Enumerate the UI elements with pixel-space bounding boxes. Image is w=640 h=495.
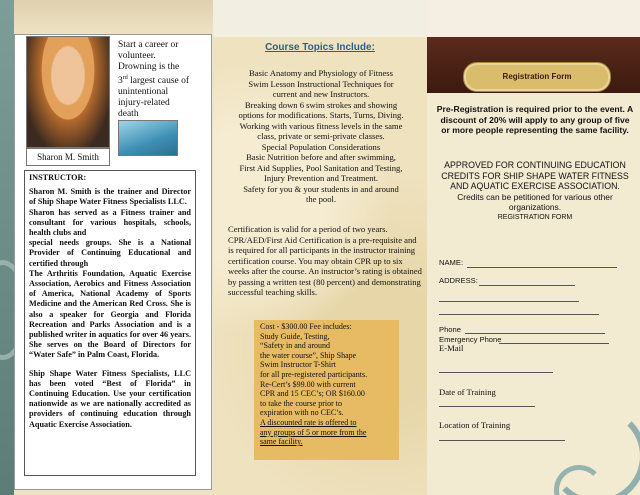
topic-line: First Aid Supplies, Pool Sanitation and Testing, [239, 162, 403, 173]
topic-line: Breaking down 6 swim strokes and showing [244, 99, 398, 110]
approved-notice: APPROVED FOR CONTINUING EDUCATION CREDITS FOR SHIP SHAPE WATER FITNESS AND AQUATIC EXERCISE ASSOCIATION. Credits can be petitioned for various other organizations. REGISTRATION FORM [435, 160, 635, 223]
phone-field[interactable] [465, 333, 605, 334]
cost-line: CPR and 15 CEC’s; OR $160.00 [260, 389, 365, 399]
right-panel [427, 0, 640, 495]
emergency-phone-label: Emergency Phone [439, 335, 502, 344]
location-field[interactable] [439, 440, 565, 441]
cost-box [254, 320, 399, 460]
name-label: NAME: [439, 258, 464, 267]
cost-line: Re-Cert’s $99.00 with current [260, 379, 356, 389]
topic-line: options for modifications. Starts, Turns, Diving. [238, 110, 404, 120]
topic-line: the pool. [305, 194, 337, 204]
address-field[interactable] [479, 285, 575, 286]
discount-line: same facility. [260, 437, 303, 447]
bio-paragraph: special needs groups. She is a National Provider of Continuing Educational and certified through [29, 238, 191, 268]
phone-label: Phone [439, 325, 461, 334]
cost-line: Swim Instructor T-Shirt [260, 360, 337, 370]
left-stripe [0, 0, 14, 495]
top-margin [213, 0, 427, 37]
cost-line: Study Guide, Testing, [260, 331, 330, 341]
location-label: Location of Training [439, 420, 511, 430]
course-topics-title: Course Topics Include: [265, 42, 375, 53]
email-field[interactable] [439, 372, 553, 373]
cost-line: to take the course prior to [260, 398, 342, 408]
address-label: ADDRESS: [439, 276, 478, 285]
email-label: E-Mail [439, 343, 464, 353]
photo-caption: Sharon M. Smith [26, 148, 110, 166]
top-margin [427, 0, 640, 37]
emergency-phone-field[interactable] [499, 343, 609, 344]
instructor-bio [24, 170, 196, 476]
topic-line: current and new Instructors. [272, 89, 370, 99]
certification-text: Certification is valid for a period of two years. CPR/AED/First Aid Certification is a pre-requisite and is required for all participants in the instructor training certification course. You may obtain CPR up to six weeks after the course. An instructor’s rating is obtained by passing a written test (80 percent) and demonstrating successful teaching skills. [228, 224, 422, 297]
instructor-photo [26, 36, 110, 148]
topic-line: Working with various fitness levels in the same [239, 120, 403, 131]
cost-line: “Safety in and around [260, 341, 330, 351]
date-field[interactable] [439, 406, 535, 407]
topic-line: class, private or semi-private classes. [257, 131, 385, 141]
bio-paragraph: Sharon M. Smith is the trainer and Director of Ship Shape Water Fitness Specialists LLC. [29, 187, 191, 207]
instructor-heading: INSTRUCTOR: [29, 173, 87, 182]
name-field[interactable] [467, 267, 617, 268]
topic-line: Basic Anatomy and Physiology of Fitness [249, 68, 393, 78]
discount-line: A discounted rate is offered to [260, 417, 357, 427]
preregistration-notice: Pre-Registration is required prior to the event. A discount of 20% will apply to any group of five or more people representing the same facility. [436, 104, 634, 135]
cost-line: Cost - $300.00 Fee includes: [260, 322, 352, 331]
date-label: Date of Training [439, 387, 496, 397]
cost-line: expiration with no CEC’s. [260, 408, 344, 418]
address-field-line-2[interactable] [439, 301, 579, 302]
middle-panel [213, 0, 427, 495]
topic-line: Basic Nutrition before and after swimming, [246, 152, 396, 162]
topic-line: Special Population Considerations [261, 141, 381, 152]
topic-line: Injury Prevention and Treatment. [263, 173, 379, 183]
cost-line: the water course”, Ship Shape [260, 350, 357, 360]
left-panel [0, 0, 213, 495]
bio-paragraph: Ship Shape Water Fitness Specialists, LLC has been voted “Best of Florida” in Continuing Education. Use your certification nationwide as we are nationally accredited as providers of continuing education through Aquatic Exercise Association. [29, 368, 191, 429]
top-stripe [0, 0, 213, 34]
address-field-line-3[interactable] [439, 314, 599, 315]
topic-line: Swim Lesson Instructional Techniques for [248, 78, 394, 89]
cost-line: for all pre-registered participants. [260, 369, 368, 379]
career-callout: Start a career or volunteer. Drowning is the 3rd largest cause of unintentional injury-related death [118, 40, 190, 120]
registration-form-badge: Registration Form [463, 62, 611, 92]
swimmer-photo [118, 120, 178, 156]
form-heading: REGISTRATION FORM [497, 213, 573, 221]
topic-line: Safety for you & your students in and around [243, 183, 399, 194]
bio-paragraph: The Arthritis Foundation, Aquatic Exercise Association, Aerobics and Fitness Association of America, National Academy of Sports Medicine and the American Red Cross. She is also a speaker for Georgia and Florida Recreation and Parks Association and is a published writer in aquatics for over 46 years. She serves on the Board of Directors for “Water Safe” in Palm Coast, Florida. [29, 268, 191, 360]
discount-line: any groups of 5 or more from the [260, 427, 367, 437]
bio-paragraph: Sharon has served as a Fitness trainer and consultant for various hospitals, schools, health clubs and [29, 207, 191, 238]
course-topics-list [219, 68, 423, 205]
